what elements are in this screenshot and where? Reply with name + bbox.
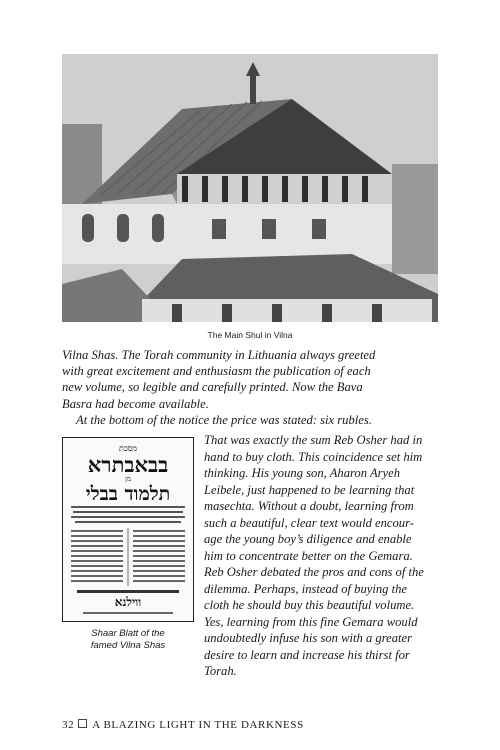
text-line: Basra had become available. [62, 396, 209, 411]
page-footer [62, 719, 304, 731]
inset-title-small: מן [125, 475, 131, 483]
text-line: such a beautiful, clear text would encour- [204, 515, 414, 530]
inset-caption-line: Shaar Blatt of the [91, 628, 165, 639]
text-line: new volume, so legible and carefully printed. Now the Bava [62, 380, 363, 395]
text-line: Vilna Shas. The Torah community in Lithuania always greeted [62, 348, 376, 362]
text-line: desire to learn and increase his thirst for [204, 647, 410, 662]
running-title: A BLAZING LIGHT IN THE DARKNESS [92, 719, 304, 731]
text-line: Torah. [204, 664, 237, 678]
inset-title-line2: תלמוד בבלי [85, 483, 171, 505]
text-line: dilemma. Perhaps, instead of buying the [204, 581, 407, 596]
photo-caption: The Main Shul in Vilna [207, 330, 293, 340]
text-line: That was exactly the sum Reb Osher had in [204, 433, 423, 447]
text-line: age the young boy’s diligence and enable [204, 532, 412, 546]
inset-caption [62, 628, 194, 652]
text-line: him to concentrate better on the Gemara. [204, 548, 413, 563]
inset-top-word: מסכת [118, 444, 138, 453]
main-shul-photo [62, 54, 438, 322]
text-line: Reb Osher debated the pros and cons of the [204, 565, 424, 579]
inset-title-line1: בבאבתרא [87, 452, 169, 477]
text-line: undoubtedly infuse his son with a greater [204, 631, 413, 645]
text-line: hand to buy cloth. This coincidence set him [204, 449, 423, 464]
paragraph-main [204, 432, 438, 680]
text-line: At the bottom of the notice the price was stated: six rubles. [76, 412, 372, 427]
shaar-blatt-image [62, 437, 194, 622]
text-line: Leibele, just happened to be learning that [204, 482, 415, 497]
text-line: Yes, learning from this fine Gemara would [204, 614, 418, 629]
paragraph-intro [62, 347, 438, 428]
page-number: 32 [62, 719, 75, 731]
text-line: cloth he should buy this beautiful volume. [204, 598, 415, 612]
text-line: with great excitement and enthusiasm the publication of each [62, 364, 371, 379]
text-line: masechta. Without a doubt, learning from [204, 499, 414, 513]
inset-city: ווילנא [114, 595, 142, 609]
text-line: thinking. His young son, Aharon Aryeh [204, 466, 401, 480]
square-separator-icon [78, 719, 87, 728]
inset-caption-line: famed Vilna Shas [90, 640, 166, 651]
